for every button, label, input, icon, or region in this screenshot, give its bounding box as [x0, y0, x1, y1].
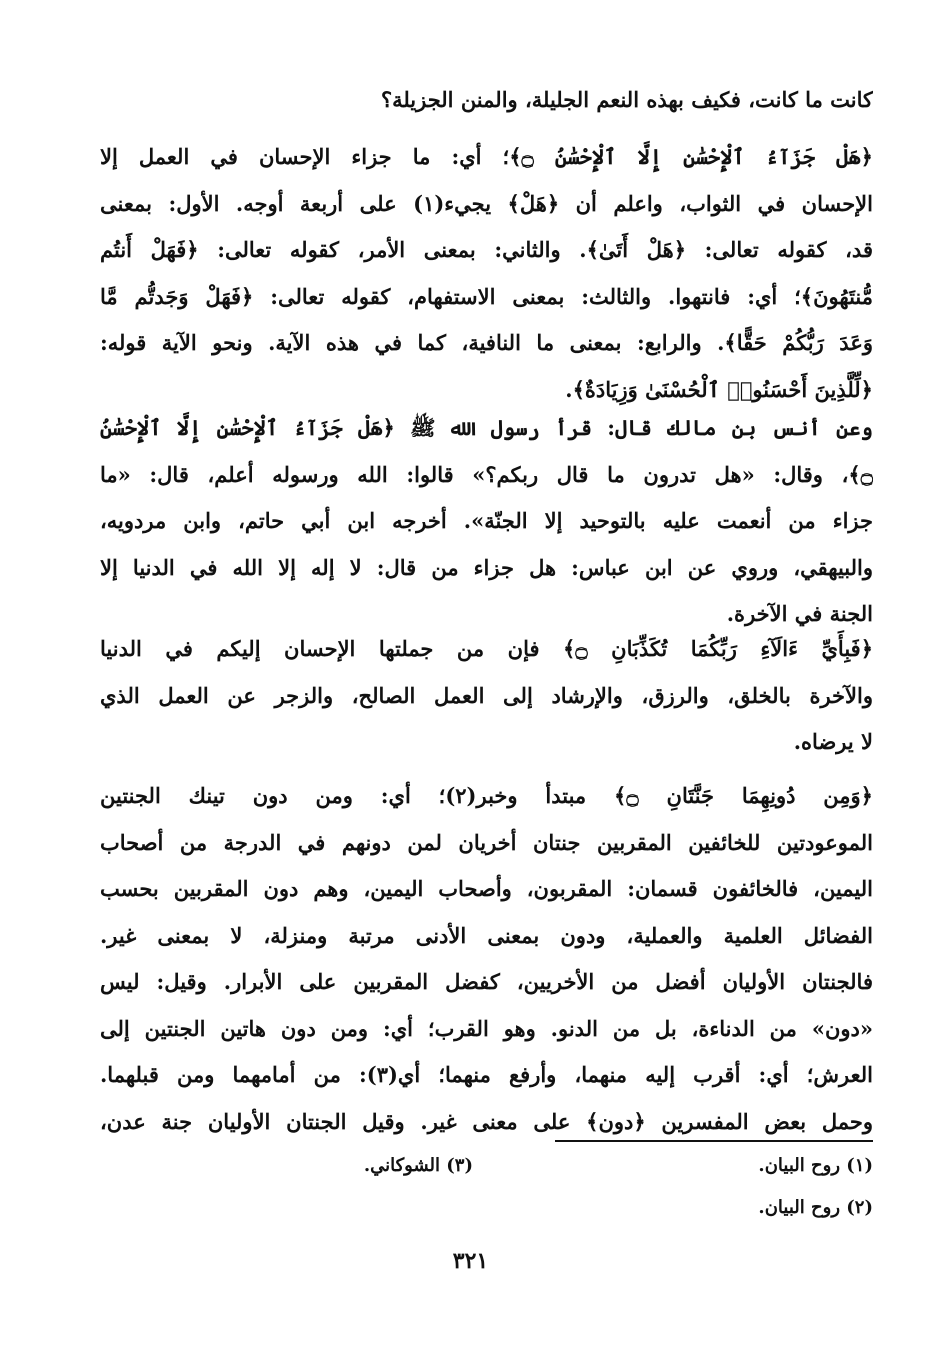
- text-line: والآخرة بالخلق، والرزق، والإرشاد إلى العمل الصالح، والزجر عن العمل الذي: [100, 682, 873, 708]
- text-line: ﴿لِّلَّذِينَ أَحْسَنُوا۟ ٱلْحُسْنَىٰ وَزِيَادَةٌ﴾.: [565, 376, 873, 402]
- text-line: العرش؛ أي: أقرب إليه منهما، وأرفع منهما؛ أي(٣): من أمامهما ومن قبلهما.: [100, 1062, 873, 1087]
- paragraph-intro: [100, 77, 873, 124]
- text-line: مُّنتَهُونَ﴾؛ أي: فانتهوا. والثالث: بمعنى الاستفهام، كقوله تعالى: ﴿فَهَلْ وَجَدتُّم مَّا: [100, 283, 873, 309]
- text-line: جزاء من أنعمت عليه بالتوحيد إلا الجنّة». أخرجه ابن أبي حاتم، وابن مردويه،: [100, 508, 873, 533]
- page-number: ٣٢١: [452, 1248, 489, 1274]
- text-line: فالجنتان الأوليان أفضل من الأخريين، كفضل المقربين على الأبرار. وقيل: ليس: [100, 969, 873, 994]
- text-line: وحمل بعض المفسرين ﴿دون﴾ على معنى غير. وقيل الجنتان الأوليان جنة عدن،: [100, 1108, 873, 1134]
- footnote-divider: [555, 1140, 873, 1142]
- text-line: الفضائل العلمية والعملية، ودون بمعنى الأدنى مرتبة ومنزلة، لا بمعنى غير.: [100, 922, 873, 948]
- text-line: الجنة في الآخرة.: [726, 601, 873, 626]
- text-line: كانت ما كانت، فكيف بهذه النعم الجليلة، والمنن الجزيلة؟: [380, 87, 873, 112]
- text-line: ۝﴾، وقال: «هل تدرون ما قال ربكم؟» قالوا: الله ورسوله أعلم، قال: «ما: [100, 461, 873, 487]
- footnote-2: (٢) روح البيان.: [758, 1197, 873, 1218]
- text-line: الموعودتين للخائفين المقربين جنتان أخريان لمن دونهم في الدرجة من أصحاب: [100, 829, 873, 855]
- text-line: «دون» من الدناءة، بل من الدنو. وهو القرب؛ أي: ومن دون هاتين الجنتين إلى: [100, 1015, 873, 1041]
- text-line: ﴿وَمِن دُونِهِمَا جَنَّتَانِ ۝﴾ مبتدأ وخبر(٢)؛ أي: ومن دون تينك الجنتين: [100, 783, 873, 808]
- footnote-1: (١) روح البيان.: [758, 1155, 873, 1176]
- paragraph-hadith-anas: [100, 405, 873, 638]
- text-line: لا يرضاه.: [793, 729, 873, 754]
- text-line: الإحسان في الثواب، واعلم أن ﴿هَلْ﴾ يجيء(١) على أربعة أوجه. الأول: بمعنى: [100, 190, 873, 216]
- paragraph-wa-min-dunihima: [100, 773, 873, 1145]
- text-line: قد، كقوله تعالى: ﴿هَلْ أَتَىٰ﴾. والثاني: بمعنى الأمر، كقوله تعالى: ﴿فَهَلْ أَنتُم: [100, 237, 873, 262]
- footnote-3: (٣) الشوكاني.: [363, 1155, 473, 1176]
- text-line: ﴿فَبِأَيِّ ءَالَآءِ رَبِّكُمَا تُكَذِّبَانِ ۝﴾ فإن من جملتها الإحسان إليكم في الدنيا: [100, 636, 873, 661]
- text-line: وَعَدَ رَبُّكُمْ حَقًّا﴾. والرابع: بمعنى ما النافية، كما في هذه الآية. ونحو الآية قوله:: [100, 330, 873, 355]
- paragraph-fabi-ayyi: [100, 626, 873, 766]
- paragraph-hal-meanings: [100, 134, 873, 413]
- text-line: وعن أنس بن مالك قال: قرأ رسول الله ﷺ ﴿هَلْ جَزَآءُ ٱلْإِحْسَٰنِ إِلَّا ٱلْإِحْسَٰنُ: [100, 415, 873, 440]
- text-line: والبيهقي، وروي عن ابن عباس: هل جزاء من قال: لا إله إلا الله في الدنيا إلا: [100, 554, 873, 580]
- text-line: اليمين، فالخائفون قسمان: المقربون، وأصحاب اليمين، وهم دون المقربين بحسب: [100, 876, 873, 901]
- text-line: ﴿هَلْ جَزَآءُ ٱلْإِحْسَٰنِ إِلَّا ٱلْإِحْسَٰنُ ۝﴾؛ أي: ما جزاء الإحسان في العمل إلا: [100, 144, 873, 169]
